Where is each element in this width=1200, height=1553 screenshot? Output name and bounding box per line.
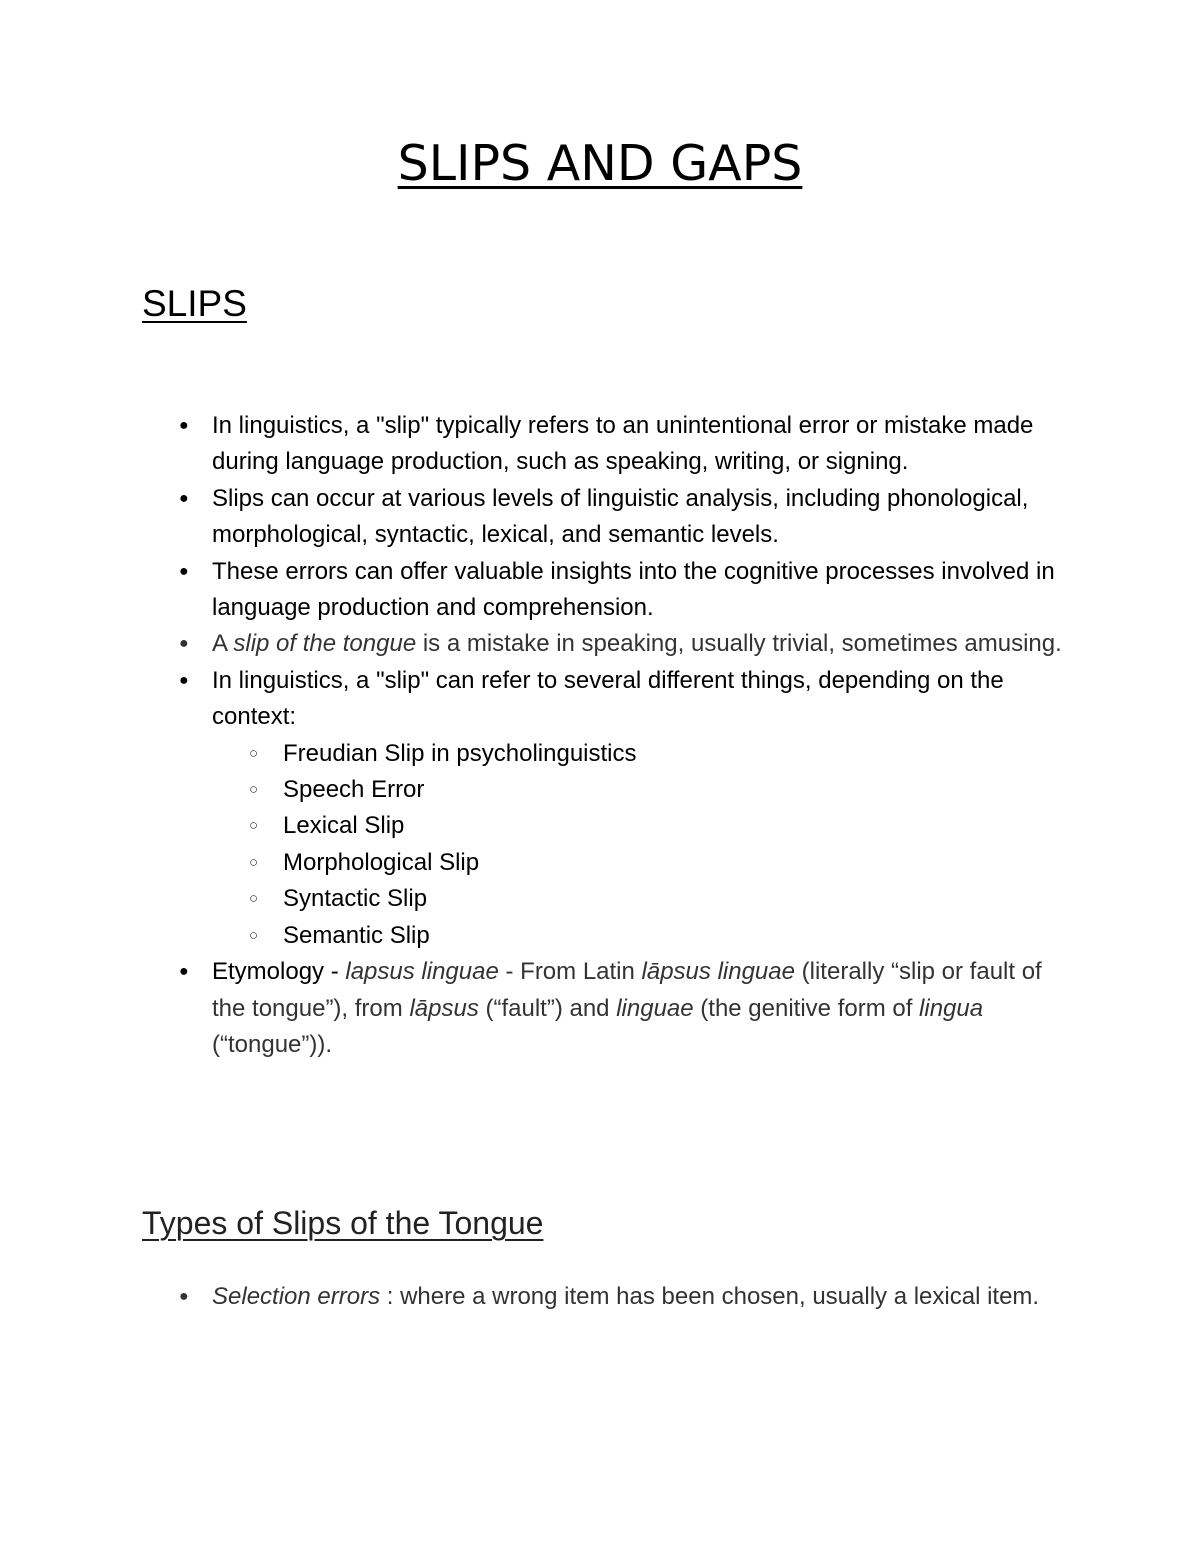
document-title: [0, 135, 1200, 192]
list-item-text: In linguistics, a "slip" typically refers to an unintentional error or mistake made during language production, such as speaking, writing, or signing.: [212, 412, 1034, 476]
list-item: [0, 554, 1072, 627]
text-run: : where a wrong item has been chosen, usually a lexical item.: [380, 1283, 1040, 1310]
bullet-icon: ●: [179, 489, 189, 507]
slips-list: [0, 408, 1100, 1063]
text-run: (the genitive form of: [693, 994, 920, 1022]
text-run-italic: slip of the tongue: [233, 630, 417, 658]
bullet-icon: ●: [179, 417, 189, 434]
bullet-icon: ●: [179, 671, 189, 689]
sublist-item: [0, 736, 1083, 772]
sublist-item-text: Syntactic Slip: [283, 885, 428, 913]
list-item: [0, 663, 1072, 736]
sublist-item-text: Morphological Slip: [283, 848, 480, 876]
text-run: (“fault”) and: [478, 994, 617, 1022]
text-run-italic: linguae: [616, 994, 694, 1022]
list-item: [0, 1279, 1072, 1315]
sublist-item-text: Lexical Slip: [283, 812, 405, 840]
text-run: A: [212, 630, 234, 658]
circle-bullet-icon: ○: [249, 744, 259, 762]
text-run: - From Latin: [498, 958, 642, 986]
sublist-item: [0, 772, 1083, 808]
text-run-italic: lāpsus linguae: [641, 958, 795, 986]
types-list: [0, 1279, 1072, 1315]
sublist-container: [0, 736, 1100, 954]
text-run-italic: lingua: [919, 994, 984, 1022]
bullet-icon: ●: [179, 963, 189, 981]
sublist-item: [0, 808, 1083, 844]
section-heading-types: Types of Slips of the Tongue: [142, 1205, 544, 1241]
text-run: is a mistake in speaking, usually trivial, sometimes amusing.: [416, 630, 1062, 658]
bullet-icon: ●: [179, 635, 189, 653]
sublist-item: [0, 918, 1083, 954]
list-item-text: Slips can occur at various levels of linguistic analysis, including phonological, morphological, syntactic, lexical, and semantic levels.: [212, 484, 1029, 549]
sublist-item: [0, 881, 1083, 917]
sublist-item: [0, 845, 1083, 881]
text-run: (literally “slip or fault of the tongue”), from: [212, 958, 1042, 1022]
bullet-icon: ●: [179, 562, 189, 580]
sublist-item-text: Semantic Slip: [283, 921, 430, 949]
circle-bullet-icon: ○: [249, 926, 259, 944]
text-run-italic: lapsus linguae: [345, 958, 499, 986]
circle-bullet-icon: ○: [249, 817, 259, 835]
list-item: [0, 626, 1072, 662]
list-item: [0, 408, 1072, 481]
circle-bullet-icon: ○: [249, 890, 259, 908]
text-run-italic: lāpsus: [409, 994, 479, 1022]
text-run: Etymology -: [212, 958, 346, 986]
circle-bullet-icon: ○: [249, 781, 259, 799]
sublist-item-text: Speech Error: [283, 776, 425, 804]
list-item-text: In linguistics, a "slip" can refer to several different things, depending on the context:: [212, 666, 1004, 731]
list-item-text: These errors can offer valuable insights into the cognitive processes involved in language production and comprehension.: [212, 557, 1055, 622]
title-text: SLIPS AND GAPS: [397, 135, 803, 192]
circle-bullet-icon: ○: [249, 853, 259, 871]
slip-types-sublist: [0, 736, 1100, 954]
bullet-icon: ●: [179, 1288, 189, 1305]
text-run: (“tongue”)).: [212, 1030, 333, 1058]
list-item: [0, 481, 1072, 554]
text-run-italic: Selection errors: [212, 1283, 381, 1310]
sublist-item-text: Freudian Slip in psycholinguistics: [283, 739, 637, 767]
section-heading-slips: SLIPS: [142, 283, 247, 324]
list-item: [0, 954, 1072, 1063]
